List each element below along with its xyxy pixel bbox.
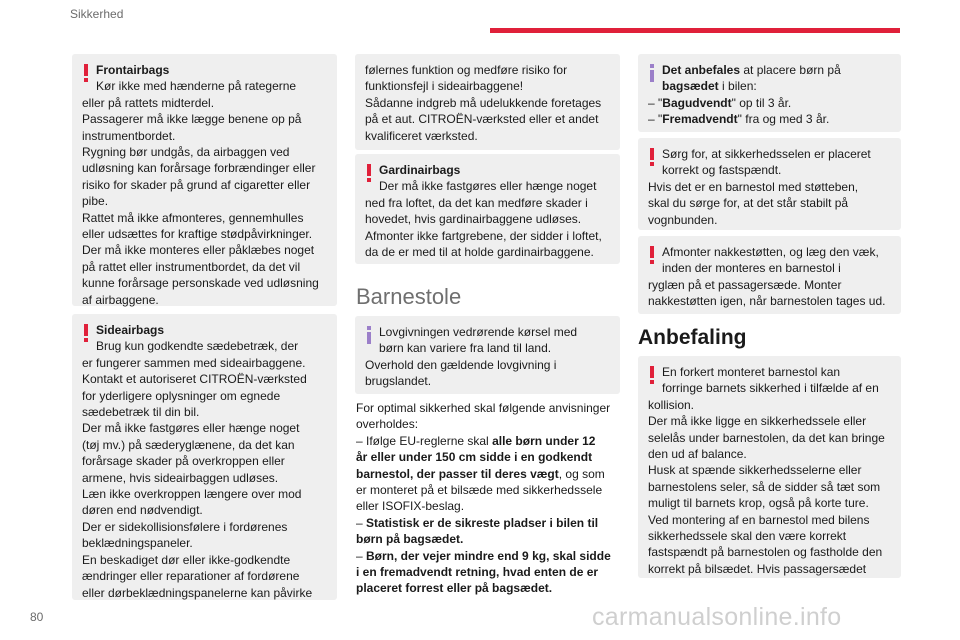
warning-frontairbags: [72, 54, 337, 306]
sideairbags-line: (tøj mv.) på sæderyglænene, da det kan: [82, 437, 295, 452]
sideairbags-line: Kontakt et autoriseret CITROËN-værksted: [82, 372, 307, 387]
frontairbags-line: eller på rattets midterdel.: [82, 95, 215, 110]
sideairbags-line: Der må ikke fastgøres eller hænge noget: [82, 421, 300, 436]
body-line: eller ISOFIX-beslag.: [356, 499, 465, 514]
frontairbags-line: udløsning kan forårsage forbrændinger eller: [82, 161, 316, 176]
seatbelt-line: korrekt og fastspændt.: [662, 163, 782, 178]
sideairbags-line: Læn ikke overkroppen længere over mod: [82, 487, 302, 502]
body-line: For optimal sikkerhed skal følgende anvisninger: [356, 401, 611, 415]
info-lovgivning-line: børn kan variere fra land til land.: [379, 341, 552, 356]
anbefaling-line: Ved montering af en barnestol med bilens: [648, 512, 870, 527]
sideairbags-line: En beskadiget dør eller ikke-godkendte: [82, 552, 291, 567]
frontairbags-line: Der må ikke monteres eller påklæbes noget: [82, 243, 315, 258]
continued-line: Sådanne indgreb må udelukkende foretages: [365, 95, 602, 110]
header-accent-bar: [490, 28, 900, 33]
section-heading-anbefaling: Anbefaling: [638, 326, 747, 349]
info-lovgivning-line: Overhold den gældende lovgivning i: [365, 357, 557, 372]
anbefaling-line: den ud af balance.: [648, 447, 747, 462]
frontairbags-line: Kør ikke med hænderne på rategerne: [96, 79, 297, 94]
warning-sideairbags: [72, 314, 337, 600]
frontairbags-line: Rattet må ikke afmonteres, gennemhulles: [82, 210, 304, 225]
anbefaling-line: korrekt på bilsædet. Hvis passagersædet: [648, 561, 867, 576]
warning-icon: [647, 246, 657, 264]
headrest-line: ryglæn på et passagersæde. Monter: [648, 277, 842, 292]
frontairbags-line: Rygning bør undgås, da airbaggen ved: [82, 145, 290, 160]
seatbelt-line: vognbunden.: [648, 212, 718, 227]
anbefaling-line: kollision.: [648, 397, 695, 412]
headrest-line: inden der monteres en barnestol i: [662, 261, 841, 276]
sideairbags-title: Sideairbags: [96, 323, 165, 337]
anbefaling-line: Der må ikke ligge en sikkerhedssele eller: [648, 414, 867, 429]
continued-line: funktionsfejl i sideairbaggene!: [365, 79, 524, 94]
frontairbags-line: kunne forårsage personskade ved udløsning: [82, 276, 319, 291]
anbefaling-line: fastspændt på barnestolen og fastholde den: [648, 545, 883, 560]
seatbelt-line: Hvis det er en barnestol med støtteben,: [648, 179, 859, 194]
gardinairbags-line: Afmonter ikke fartgrebene, der sidder i loftet,: [365, 228, 602, 243]
body-line: barnestol, der passer til deres vægt, og som: [356, 466, 605, 481]
frontairbags-line: risiko for skader på grund af cigaretter eller: [82, 177, 311, 192]
gardinairbags-line: Der må ikke fastgøres eller hænge noget: [379, 179, 597, 194]
sideairbags-line: eller dørbeklædningspanelerne kan påvirke: [82, 585, 313, 600]
frontairbags-line: på rattet eller instrumentbordet, da det vil: [82, 259, 301, 274]
continued-line: følernes funktion og medføre risiko for: [365, 63, 568, 77]
info-lovgivning-line: brugslandet.: [365, 374, 432, 389]
continued-line: kvalificeret værksted.: [365, 128, 478, 143]
frontairbags-line: eller udsættes for kraftige stødpåvirkninger.: [82, 227, 313, 242]
warning-seatbelt: [638, 138, 901, 230]
info-icon: [647, 64, 657, 82]
info-anbefales-line: – "Bagudvendt" op til 3 år.: [648, 95, 792, 110]
section-heading-barnestole: Barnestole: [356, 284, 462, 309]
watermark: carmanualsonline.info: [592, 603, 842, 631]
warning-icon: [364, 164, 374, 182]
info-icon: [364, 326, 374, 344]
body-line: år eller under 150 cm sidde i en godkendt: [356, 450, 593, 465]
info-anbefales-line: bagsædet i bilen:: [662, 79, 757, 94]
barnestole-body: [356, 400, 624, 597]
seatbelt-line: skal du sørge for, at det står stabilt på: [648, 196, 849, 211]
sideairbags-line: Brug kun godkendte sædebetræk, der: [96, 339, 299, 354]
info-lovgivning: [355, 316, 620, 394]
page-number: 80: [30, 610, 44, 624]
sideairbags-line: er fungerer sammen med sideairbaggene.: [82, 355, 306, 370]
anbefaling-line: En forkert monteret barnestol kan: [662, 365, 841, 379]
sideairbags-line: sædebetræk til din bil.: [82, 405, 200, 420]
info-lovgivning-line: Lovgivningen vedrørende kørsel med: [379, 325, 578, 339]
sideairbags-line: beklædningspaneler.: [82, 536, 193, 551]
gardinairbags-title: Gardinairbags: [379, 163, 461, 177]
gardinairbags-line: ned fra loftet, da det kan medføre skader i: [365, 195, 588, 210]
headrest-line: nakkestøtten igen, når barnestolen tages ud.: [648, 294, 886, 309]
anbefaling-line: muligt til barnets krop, også på korte ture.: [648, 496, 869, 511]
anbefaling-line: Husk at spænde sikkerhedsselerne eller: [648, 463, 862, 478]
body-line: placeret forrest eller på bagsædet.: [356, 581, 553, 596]
seatbelt-line: Sørg for, at sikkerhedsselen er placeret: [662, 147, 871, 161]
body-line: børn på bagsædet.: [356, 532, 464, 547]
info-anbefales-line: Det anbefales at placere børn på: [662, 63, 841, 77]
warning-anbefaling: [638, 356, 901, 578]
info-anbefales: [638, 54, 901, 132]
warning-icon: [81, 324, 91, 342]
frontairbags-line: instrumentbordet.: [82, 128, 176, 143]
body-line: overholdes:: [356, 417, 419, 432]
continued-line: på et aut. CITROËN-værksted eller et andet: [365, 112, 599, 127]
frontairbags-line: Passagerer må ikke lægge benene op på: [82, 112, 302, 127]
warning-sideairbags-continued: [355, 54, 620, 150]
body-line: – Statistisk er de sikreste pladser i bilen til: [356, 515, 599, 530]
warning-headrest: [638, 236, 901, 314]
sideairbags-line: Der er sidekollisionsfølere i fordørenes: [82, 519, 288, 534]
body-line: i en fremadvendt retning, hvad enten de er: [356, 565, 599, 580]
gardinairbags-line: da de er med til at holde gardinairbaggene.: [365, 245, 594, 260]
sideairbags-line: døren end nødvendigt.: [82, 503, 203, 518]
gardinairbags-line: hovedet, hvis gardinairbaggene udløses.: [365, 212, 582, 227]
frontairbags-line: af airbaggene.: [82, 292, 159, 307]
warning-gardinairbags: [355, 154, 620, 264]
anbefaling-line: forringe barnets sikkerhed i tilfælde af en: [662, 381, 879, 396]
body-line: er monteret på et bilsæde med sikkerhedssele: [356, 483, 603, 498]
page-header-title: Sikkerhed: [70, 7, 124, 21]
sideairbags-line: forårsage skader på overkroppen eller: [82, 454, 285, 469]
anbefaling-line: barnestolens seler, så de sidder så tæt som: [648, 479, 881, 494]
warning-icon: [647, 366, 657, 384]
body-line: – Ifølge EU-reglerne skal alle børn under 12: [356, 433, 596, 448]
anbefaling-line: sikkerhedssele skal den være korrekt: [648, 529, 847, 544]
sideairbags-line: for yderligere oplysninger om egnede: [82, 388, 281, 403]
anbefaling-line: selelås under barnestolen, da det kan bringe: [648, 430, 885, 445]
body-line: – Børn, der vejer mindre end 9 kg, skal sidde: [356, 548, 611, 563]
sideairbags-line: armene, hvis sideairbaggen udløses.: [82, 470, 279, 485]
frontairbags-title: Frontairbags: [96, 63, 170, 77]
frontairbags-line: pibe.: [82, 194, 109, 209]
sideairbags-line: ændringer eller reparationer af fordørene: [82, 569, 300, 584]
headrest-line: Afmonter nakkestøtten, og læg den væk,: [662, 245, 879, 259]
warning-icon: [81, 64, 91, 82]
warning-icon: [647, 148, 657, 166]
info-anbefales-line: – "Fremadvendt" fra og med 3 år.: [648, 112, 830, 127]
